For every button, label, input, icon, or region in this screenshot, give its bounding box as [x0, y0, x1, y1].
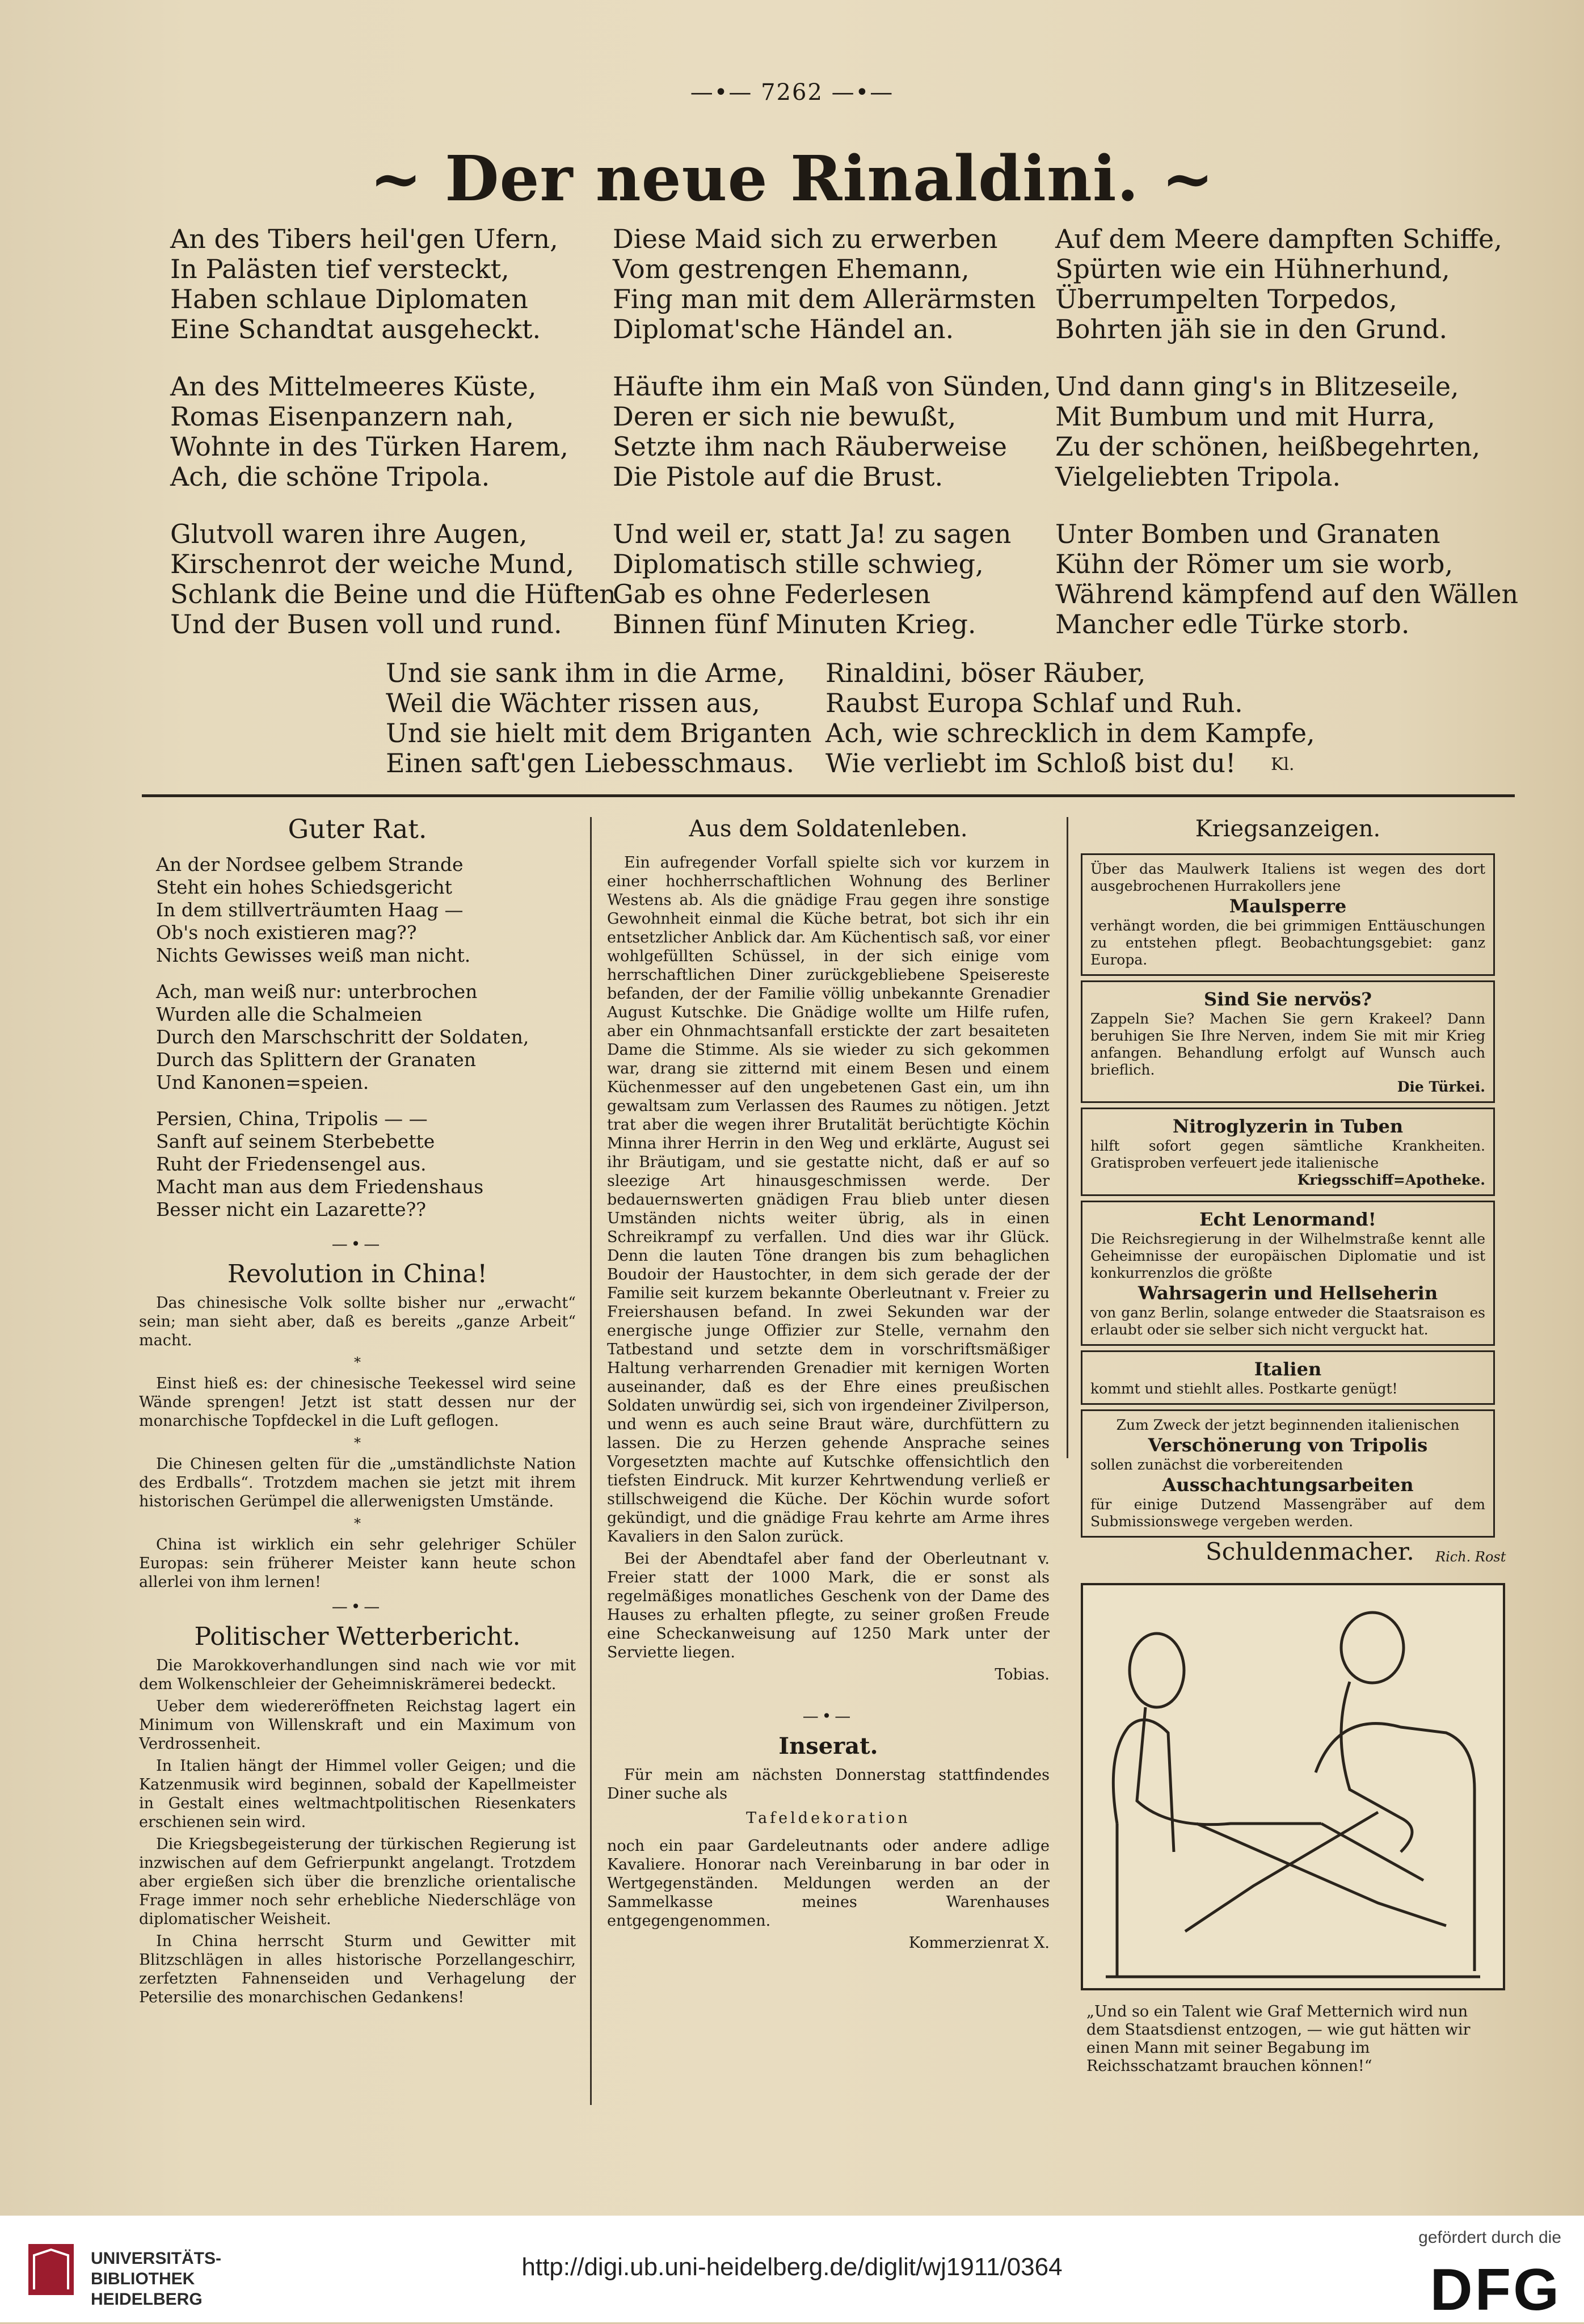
verse-line: Diplomatisch stille schwieg, [613, 549, 984, 579]
verse-stanza: Ach, man weiß nur: unterbrochen Wurden alle die Schalmeien Durch den Marschschritt der Soldaten, Durch das Splittern der Granaten Und Kanonen=speien. [156, 980, 529, 1093]
verse-line: Ach, die schöne Tripola. [170, 461, 490, 492]
dfg-logo: DFG [1430, 2257, 1561, 2323]
verse-line: Und dann ging's in Blitzeseile, [1055, 371, 1459, 402]
ornament: —•— [331, 1235, 384, 1253]
soldatenleben-title: Aus dem Soldatenleben. [689, 816, 968, 842]
stanza [1055, 224, 1518, 344]
verse-line: Vielgeliebten Tripola. [1055, 461, 1341, 492]
ad-nervoes: Sind Sie nervös? Zappeln Sie? Machen Sie gern Krakeel? Dann beruhigen Sie Ihre Nerven, indem Sie mit mir Krieg anfangen. Behandlung erfolgt auf Wunsch auch brieflich. Die Türkei. [1081, 980, 1495, 1103]
column-right [1081, 816, 1495, 1542]
verse-line: Mit Bumbum und mit Hurra, [1055, 401, 1435, 432]
wetterbericht-title: Politischer Wetterbericht. [194, 1622, 521, 1651]
verse-line: Und weil er, statt Ja! zu sagen [613, 519, 1012, 549]
poem-final-left [386, 658, 812, 806]
soldatenleben-signoff: Tobias. [995, 1666, 1050, 1683]
verse-line: Glutvoll waren ihre Augen, [170, 519, 528, 549]
stanza [170, 224, 616, 344]
column-divider-right [1067, 817, 1068, 1458]
page-number: —•— 7262 —•— [690, 79, 894, 106]
column-left [139, 814, 576, 2010]
verse-line: In Palästen tief versteckt, [170, 254, 509, 284]
verse-line: An des Mittelmeeres Küste, [170, 371, 537, 402]
page-title: ~ Der neue Rinaldini. ~ [369, 142, 1215, 215]
verse-line: Die Pistole auf die Brust. [613, 461, 943, 492]
source-url[interactable]: http://digi.ub.uni-heidelberg.de/diglit/wj1911/0364 [521, 2253, 1063, 2281]
footer-bar [0, 2216, 1584, 2322]
guter-rat-title: Guter Rat. [288, 814, 427, 844]
verse-line: Diplomat'sche Händel an. [613, 314, 954, 344]
column-divider-left [590, 817, 592, 2105]
verse-line: Während kämpfend auf den Wällen [1055, 579, 1519, 609]
verse-line: Wie verliebt im Schloß bist du! [825, 748, 1236, 778]
verse-line: Romas Eisenpanzern nah, [170, 401, 514, 432]
cartoon-drawing [1083, 1585, 1503, 1988]
inserat-intro: Für mein am nächsten Donnerstag stattfindendes Diner suche als [607, 1766, 1050, 1803]
verse-line: Gab es ohne Federlesen [613, 579, 931, 609]
stanza [613, 519, 1051, 639]
funding-note: gefördert durch die [1418, 2228, 1561, 2247]
poem-column-3 [1055, 224, 1518, 667]
verse-line: Kirschenrot der weiche Mund, [170, 549, 574, 579]
ad-maulsperre: Über das Maulwerk Italiens ist wegen des dort ausgebrochenen Hurrakollers jene Maulsperre verhängt worden, die bei grimmigen Enttäuschungen zu entstehen pflegt. Beobachtungsgebiet: ganz Europa. [1081, 853, 1495, 976]
verse-line: An des Tibers heil'gen Ufern, [170, 224, 558, 254]
verse-line: Binnen fünf Minuten Krieg. [613, 609, 976, 639]
verse-line: Kühn der Römer um sie worb, [1055, 549, 1454, 579]
verse-stanza: An der Nordsee gelbem Strande Steht ein hohes Schiedsgericht In dem stillverträumten Haag — Ob's noch existieren mag?? Nichts Gewisses weiß man nicht. [156, 853, 471, 966]
cartoon-caption: „Und so ein Talent wie Graf Metternich wird nun dem Staatsdienst entzogen, — wie gut hätten wir einen Mann mit seiner Begabung im Reichsschatzamt brauchen können!“ [1086, 2003, 1471, 2075]
column-middle [607, 816, 1050, 1956]
verse-line: Bohrten jäh sie in den Grund. [1055, 314, 1448, 344]
verse-line: Eine Schandtat ausgeheckt. [170, 314, 541, 344]
inserat-signer: Kommerzienrat X. [908, 1934, 1050, 1952]
kriegsanzeigen-title: Kriegsanzeigen. [1195, 816, 1381, 842]
ad-italien: Italien kommt und stiehlt alles. Postkarte genügt! [1081, 1350, 1495, 1405]
stanza [170, 372, 616, 492]
inserat-body: noch ein paar Gardeleutnants oder andere adlige Kavaliere. Honorar nach Vereinbarung in bar oder in Wertgegenständen. Meldungen werden an der Sammelkasse meines Warenhauses entgegengenommen. [607, 1837, 1050, 1930]
paragraph: Die Chinesen gelten für die „umständlichste Nation des Erdballs“. Trotzdem machen sie jetzt mit ihrem historischen Gerümpel die allerwenigsten Umstände. [139, 1455, 576, 1510]
paragraph: Die Marokkoverhandlungen sind nach wie vor mit dem Wolkenschleier der Geheimniskrämerei bedeckt. [139, 1657, 576, 1693]
verse-stanza: Persien, China, Tripolis — — Sanft auf seinem Sterbebette Ruht der Friedensengel aus. Macht man aus dem Friedenshaus Besser nicht ein Lazarette?? [156, 1108, 484, 1220]
verse-line: Vom gestrengen Ehemann, [613, 254, 970, 284]
paragraph: Das chinesische Volk sollte bisher nur „erwacht“ sein; man sieht aber, daß es bereits „ganze Arbeit“ macht. [139, 1294, 576, 1349]
cartoon-title: Schuldenmacher. [1206, 1538, 1414, 1565]
stanza [1055, 519, 1518, 639]
verse-line: Und sie sank ihm in die Arme, [386, 658, 785, 688]
paragraph: Die Kriegsbegeisterung der türkischen Regierung ist inzwischen auf dem Gefrierpunkt angelangt. Trotzdem aber ergießen sich über die brenzliche orientalische Frage immer noch sehr erhebliche Niederschläge von diplomatischer Weisheit. [139, 1835, 576, 1928]
stanza [386, 658, 812, 778]
inserat-heading: Tafeldekoration [746, 1809, 911, 1827]
verse-line: Rinaldini, böser Räuber, [825, 658, 1146, 688]
verse-line: Spürten wie ein Hühnerhund, [1055, 254, 1450, 284]
soldatenleben-paragraphs [607, 853, 1050, 1662]
verse-line: Und der Busen voll und rund. [170, 609, 562, 639]
verse-line: Weil die Wächter rissen aus, [386, 688, 760, 718]
verse-line: Raubst Europa Schlaf und Ruh. [825, 688, 1243, 718]
asterisk-separator: * [354, 1354, 361, 1370]
verse-line: Zu der schönen, heißbegehrten, [1055, 431, 1481, 462]
verse-line: Ach, wie schrecklich in dem Kampfe, [825, 718, 1315, 748]
poem-column-2 [613, 224, 1051, 667]
verse-line: Häufte ihm ein Maß von Sünden, [613, 371, 1051, 402]
paragraph: Bei der Abendtafel aber fand der Oberleutnant v. Freier statt der 1000 Mark, die er sonst als regelmäßiges monatliches Geschenk von der Dame des Hauses zu erhalten pflegte, zu seiner großen Freude eine Scheckanweisung auf 1250 Mark unter der Serviette liegen. [607, 1550, 1050, 1661]
stanza [613, 224, 1051, 344]
revolution-title: Revolution in China! [227, 1260, 488, 1289]
cartoon-illustration [1081, 1583, 1505, 1990]
verse-line: Auf dem Meere dampften Schiffe, [1055, 224, 1502, 254]
revolution-paragraphs [139, 1294, 576, 1592]
guter-rat-verses [139, 853, 576, 1221]
verse-line: Deren er sich nie bewußt, [613, 401, 957, 432]
ad-nitroglyzerin: Nitroglyzerin in Tuben hilft sofort gegen sämtliche Krankheiten. Gratisproben verfeuert jede italienische Kriegsschiff=Apotheke. [1081, 1108, 1495, 1196]
verse-line: Unter Bomben und Granaten [1055, 519, 1440, 549]
verse-line: Schlank die Beine und die Hüften [170, 579, 616, 609]
poem-column-1 [170, 224, 616, 667]
ornament: —•— [331, 1597, 384, 1616]
paragraph: Ueber dem wiedereröffneten Reichstag lagert ein Minimum von Willenskraft und ein Maximum von Verdrossenheit. [139, 1698, 576, 1753]
verse-line: Überrumpelten Torpedos, [1055, 284, 1397, 314]
paragraph: In Italien hängt der Himmel voller Geigen; und die Katzenmusik wird beginnen, sobald der Kapellmeister in Gestalt eines weltmachtpolitischen Riesenkaters erschienen sein wird. [139, 1757, 576, 1831]
section-divider [142, 794, 1515, 797]
cartoon-artist: Rich. Rost [1435, 1549, 1506, 1565]
stanza [613, 372, 1051, 492]
verse-line: Wohnte in des Türken Harem, [170, 431, 568, 462]
verse-line: Haben schlaue Diplomaten [170, 284, 528, 314]
stanza [825, 658, 1315, 778]
paragraph: In China herrscht Sturm und Gewitter mit Blitzschlägen in alles historische Porzellangeschirr, zerfetzten Fahnenseiden und Verhagelung der Petersilie des monarchischen Gedankens! [139, 1933, 576, 2006]
stanza [170, 519, 616, 639]
verse-line: Mancher edle Türke storb. [1055, 609, 1410, 639]
ad-lenormand: Echt Lenormand! Die Reichsregierung in der Wilhelmstraße kennt alle Geheimnisse der europäischen Diplomatie und ist konkurrenzlos die größte Wahrsagerin und Hellseherin von ganz Berlin, solange entweder die Staatsraison es erlaubt oder sie selber sich nicht verguckt hat. [1081, 1201, 1495, 1346]
stanza [1055, 372, 1518, 492]
poem-final-right [825, 658, 1315, 806]
paragraph: Ein aufregender Vorfall spielte sich vor kurzem in einer hochherrschaftlichen Wohnung des Berliner Westens ab. Als die gnädige Frau gegen ihre sonstige Gewohnheit einmal die Küche betrat, bot sich ihr ein entsetzlicher Anblick dar. Am Küchentisch saß, vor einer wohlgefüllten Schüssel, in der sich einige vom herrschaftlichen Diner zurückgebliebene Speisereste befanden, der der Familie völlig unbekannte Grenadier August Kutschke. Die Gnädige wollte um Hilfe rufen, aber ein Ohnmachtsanfall erstickte der zart besaiteten Dame die Stimme. Als sie wieder zu sich gekommen war, drang sie zitternd mit einem Besen und einem Küchenmesser auf den ungebetenen Gast ein, um ihn gewaltsam zum Verlassen des Raumes zu nötigen. Jetzt trat aber die wegen ihrer Brutalität berüchtigte Köchin Minna ihrer Herrin in den Weg und erklärte, August sei ihr Bräutigam, und sie gestatte nicht, daß er auf so sleezige Art hinausgeschmissen werde. Der bedauernswerten gnädigen Frau blieb unter diesen Umständen nichts weiter übrig, als in einen Schreikrampf zu verfallen. Und dies war ihr Glück. Denn die lauten Töne drangen bis zum behaglichen Boudoir der Haustochter, in dem sich gerade der der Familie seit kurzem bekannte Oberleutnant v. Freier zu Freiershausen befand. In zwei Sekunden war der energische junge Offizier zur Stelle, vernahm den Tatbestand und setzte dem in vorschriftsmäßiger Haltung verharrenden Grenadier mit kernigen Worten auseinander, daß es der Ehre eines preußischen Soldaten unwürdig sei, sich von irgendeiner Zivilperson, und wenn es auch seine Braut wäre, durchfüttern zu lassen. Die zu Herzen gehende Ansprache seines Vorgesetzten machte auf Kutschke offensichtlich den tiefsten Eindruck. Mit kurzer Kehrtwendung verließ er stillschweigend die Küche. Der Köchin wurde sofort gekündigt, und die gnädige Frau kehrte am Arme ihres Kavaliers in den Salon zurück. [607, 854, 1050, 1546]
asterisk-separator: * [354, 1435, 361, 1451]
poem-signature: Kl. [1271, 755, 1295, 774]
ornament: —•— [802, 1707, 854, 1725]
verse-line: Und sie hielt mit dem Briganten [386, 718, 812, 748]
paragraph: Einst hieß es: der chinesische Teekessel wird seine Wände sprengen! Jetzt ist statt dessen nur der monarchische Topfdeckel in die Luft geflogen. [139, 1375, 576, 1430]
library-name: UNIVERSITÄTS- BIBLIOTHEK HEIDELBERG [91, 2249, 222, 2309]
verse-line: Fing man mit dem Allerärmsten [613, 284, 1036, 314]
verse-line: Setzte ihm nach Räuberweise [613, 431, 1007, 462]
verse-line: Diese Maid sich zu erwerben [613, 224, 998, 254]
asterisk-separator: * [354, 1515, 361, 1531]
inserat-title: Inserat. [778, 1733, 878, 1759]
paragraph: China ist wirklich ein sehr gelehriger Schüler Europas: sein früherer Meister kann heute schon allerlei von ihm lernen! [139, 1536, 576, 1591]
verse-line: Einen saft'gen Liebesschmaus. [386, 748, 795, 778]
ad-tripolis: Zum Zweck der jetzt beginnenden italienischen Verschönerung von Tripolis sollen zunächst die vorbereitenden Ausschachtungsarbeiten für einige Dutzend Massengräber auf dem Submissionswege vergeben werden. [1081, 1409, 1495, 1538]
wetterbericht-paragraphs [139, 1656, 576, 2007]
